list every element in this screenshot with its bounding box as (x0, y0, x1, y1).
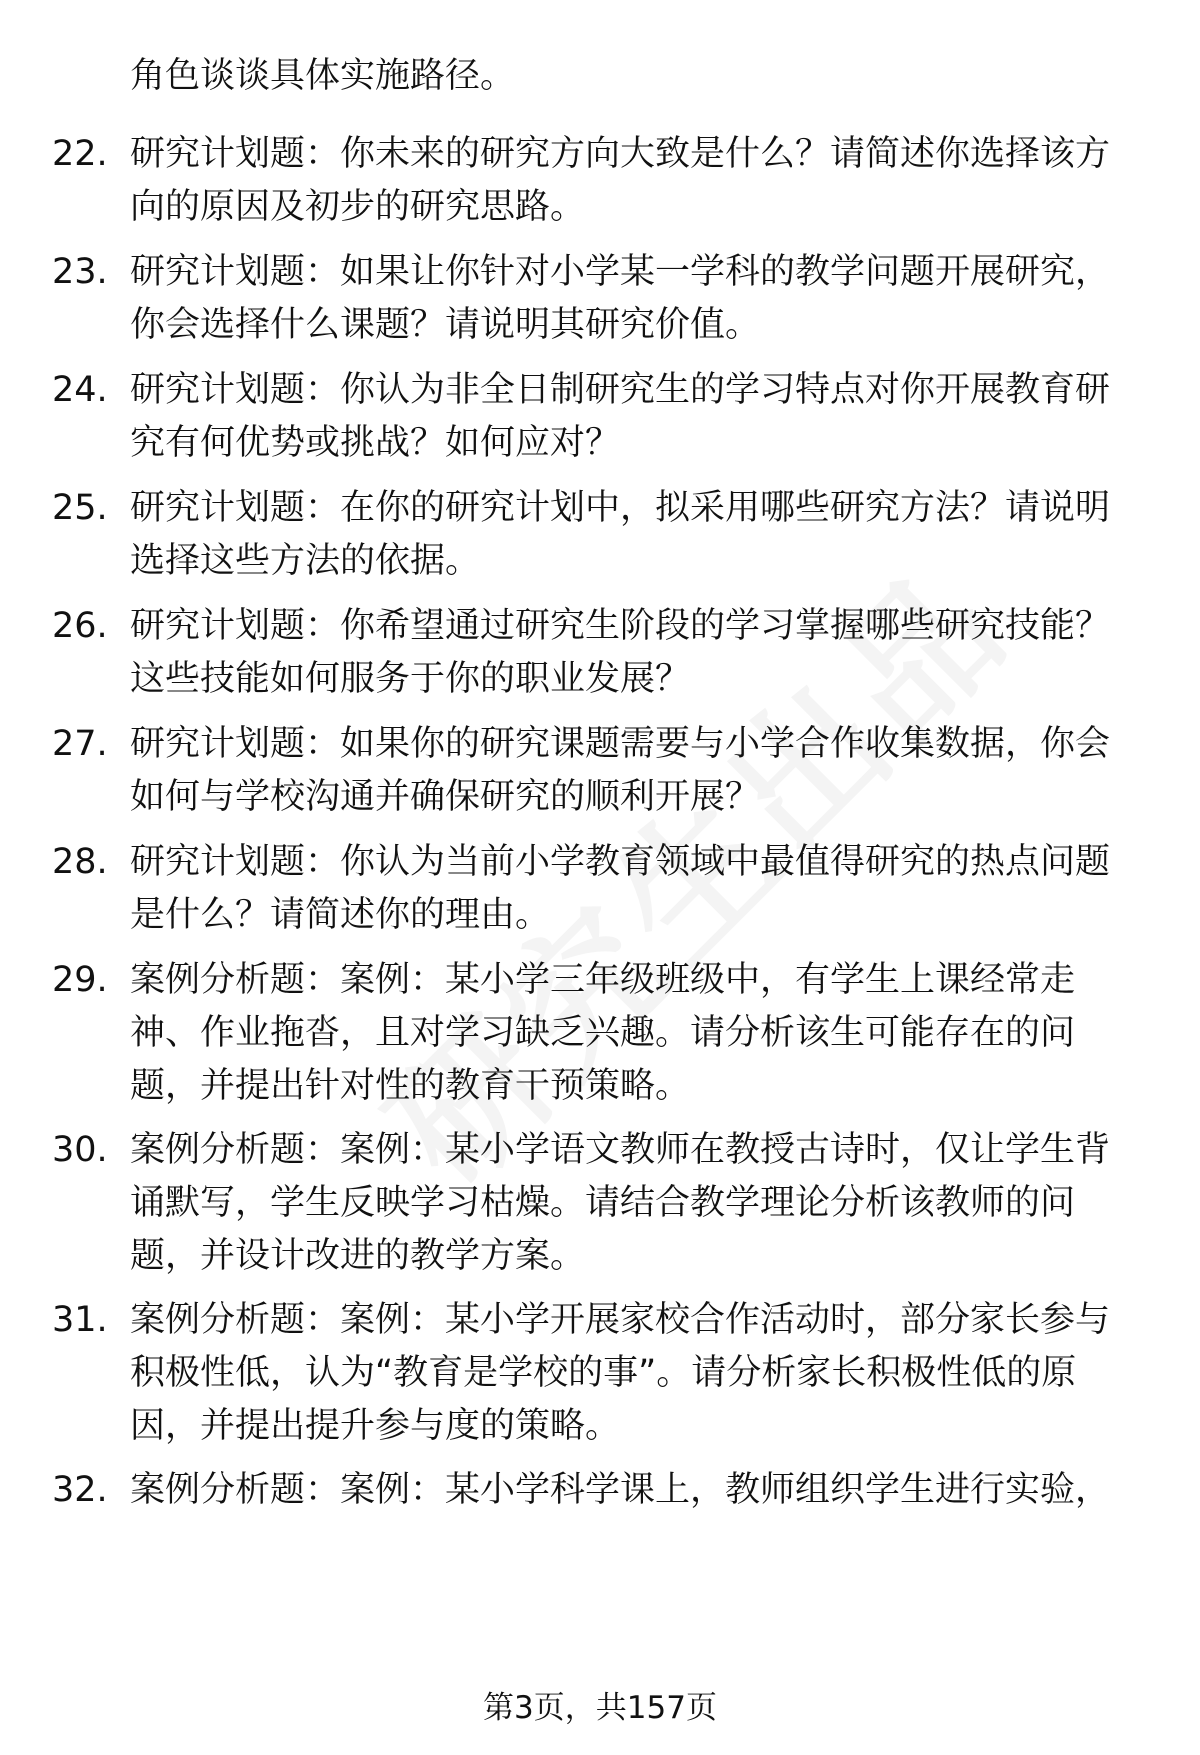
question-text (130, 718, 1145, 824)
question-number: 32. (52, 1470, 108, 1510)
question-line: 研究计划题：在你的研究计划中，拟采用哪些研究方法？请说明 (130, 488, 1111, 528)
question-line: 你会选择什么课题？请说明其研究价值。 (130, 305, 761, 345)
question-line: 研究计划题：如果你的研究课题需要与小学合作收集数据，你会 (130, 724, 1111, 764)
question-line: 案例分析题：案例：某小学开展家校合作活动时，部分家长参与 (130, 1300, 1111, 1340)
question-text (130, 1124, 1145, 1283)
question-line: 神、作业拖沓，且对学习缺乏兴趣。请分析该生可能存在的问 (130, 1013, 1076, 1053)
question-number: 31. (52, 1300, 108, 1340)
question-number: 22. (52, 134, 108, 174)
question-number: 26. (52, 606, 108, 646)
question-text (130, 364, 1145, 470)
continuation-text: 角色谈谈具体实施路径。 (130, 56, 516, 96)
question-line: 如何与学校沟通并确保研究的顺利开展？ (130, 777, 761, 817)
question-number: 23. (52, 252, 108, 292)
question-number: 28. (52, 842, 108, 882)
question-line: 向的原因及初步的研究思路。 (130, 187, 586, 227)
question-text (130, 482, 1145, 588)
question-line: 研究计划题：你认为非全日制研究生的学习特点对你开展教育研 (130, 370, 1111, 410)
question-line: 研究计划题：你希望通过研究生阶段的学习掌握哪些研究技能？ (130, 606, 1111, 646)
question-line: 题，并提出针对性的教育干预策略。 (130, 1066, 691, 1106)
question-line: 案例分析题：案例：某小学语文教师在教授古诗时，仅让学生背 (130, 1130, 1111, 1170)
question-line: 因，并提出提升参与度的策略。 (130, 1406, 621, 1446)
question-line: 是什么？请简述你的理由。 (130, 895, 551, 935)
question-line: 选择这些方法的依据。 (130, 541, 481, 581)
question-number: 29. (52, 960, 108, 1000)
question-text (130, 246, 1145, 352)
question-line: 诵默写，学生反映学习枯燥。请结合教学理论分析该教师的问 (130, 1183, 1076, 1223)
question-line: 研究计划题：如果让你针对小学某一学科的教学问题开展研究， (130, 252, 1111, 292)
question-number: 30. (52, 1130, 108, 1170)
question-line: 案例分析题：案例：某小学科学课上，教师组织学生进行实验， (130, 1470, 1111, 1510)
question-line: 积极性低，认为“教育是学校的事”。请分析家长积极性低的原 (130, 1353, 1077, 1393)
question-text (130, 1464, 1145, 1517)
question-line: 究有何优势或挑战？如何应对？ (130, 423, 621, 463)
question-line: 研究计划题：你未来的研究方向大致是什么？请简述你选择该方 (130, 134, 1111, 174)
question-number: 25. (52, 488, 108, 528)
question-text (130, 836, 1145, 942)
question-text (130, 1294, 1145, 1453)
question-number: 27. (52, 724, 108, 764)
question-line: 题，并设计改进的教学方案。 (130, 1236, 586, 1276)
question-line: 案例分析题：案例：某小学三年级班级中，有学生上课经常走 (130, 960, 1076, 1000)
page-number-footer: 第3页，共157页 (483, 1690, 717, 1726)
question-text (130, 954, 1145, 1113)
question-number: 24. (52, 370, 108, 410)
question-text (130, 600, 1145, 706)
question-text (130, 128, 1145, 234)
question-line: 研究计划题：你认为当前小学教育领域中最值得研究的热点问题 (130, 842, 1111, 882)
question-line: 这些技能如何服务于你的职业发展？ (130, 659, 691, 699)
